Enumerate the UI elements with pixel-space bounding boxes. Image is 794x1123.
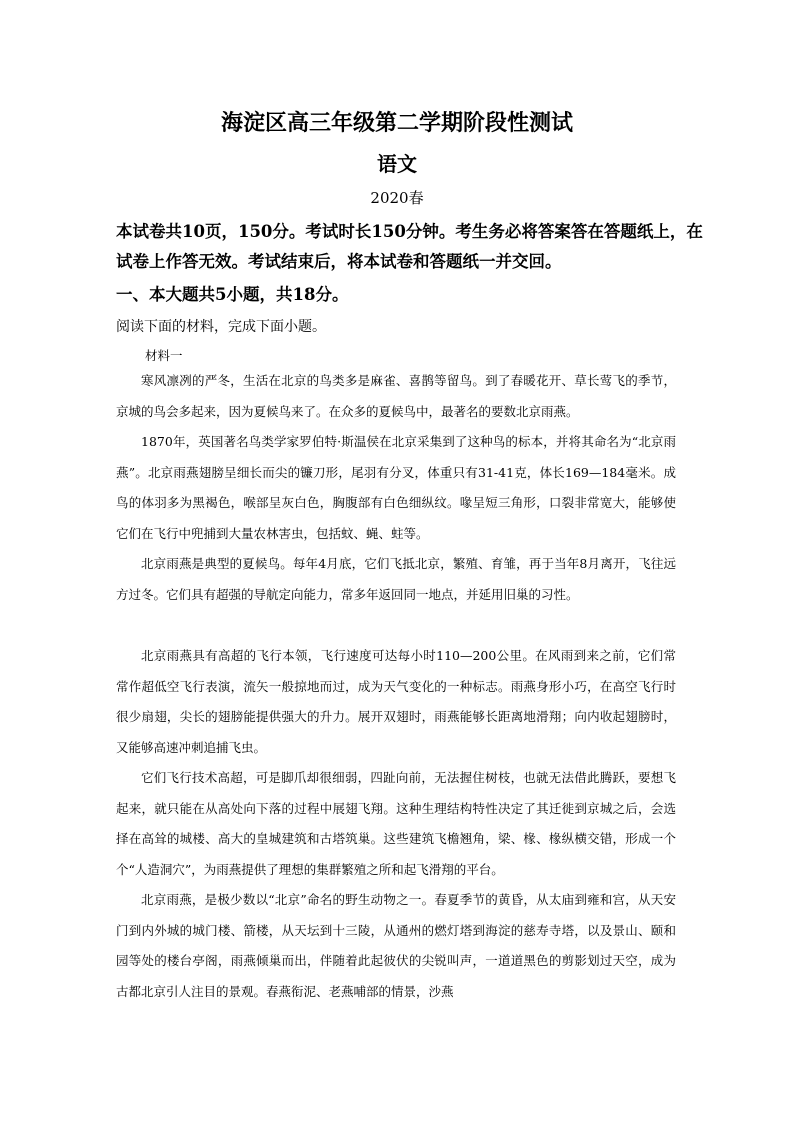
material-label: 材料一 bbox=[145, 348, 183, 363]
reading-prompt: 阅读下面的材料，完成下面小题。 bbox=[116, 319, 326, 335]
section-heading: 一、本大题共5小题，共18分。 bbox=[116, 285, 349, 304]
paragraph-4: 北京雨燕具有高超的飞行本领，飞行速度可达每小时110—200公里。在风雨到来之前，它们常常作超低空飞行表演，流矢一般掠地而过，成为天气变化的一种标志。雨燕身形小巧，在高空飞行时很少扇翅，尖长的翅膀能提供强大的升力。展开双翅时，雨燕能够长距离地滑翔；向内收起翅膀时，又能够高速冲刺追捕飞虫。 bbox=[116, 648, 676, 755]
paragraph-5: 它们飞行技术高超，可是脚爪却很细弱，四趾向前，无法握住树枝，也就无法借此腾跃，要想飞起来，就只能在从高处向下落的过程中展翅飞翔。这种生理结构特性决定了其迁徙到京城之后，会选择在高耸的城楼、高大的皇城建筑和古塔筑巢。这些建筑飞檐翘角，梁、椽、椽纵横交错，形成一个个“人造洞穴”，为雨燕提供了理想的集群繁殖之所和起飞滑翔的平台。 bbox=[116, 770, 676, 877]
paragraph-3: 北京雨燕是典型的夏候鸟。每年4月底，它们飞抵北京，繁殖、育雏，再于当年8月离开，飞往远方过冬。它们具有超强的导航定向能力，常多年返回同一地点，并延用旧巢的习性。 bbox=[116, 556, 676, 602]
instruction-line-2: 试卷上作答无效。考试结束后，将本试卷和答题纸一并交回。 bbox=[116, 252, 562, 271]
exam-title: 海淀区高三年级第二学期阶段性测试 bbox=[220, 110, 573, 136]
paragraph-6: 北京雨燕，是极少数以“北京”命名的野生动物之一。春夏季节的黄昏，从太庙到雍和宫，从天安门到内外城的城门楼、箭楼，从天坛到十三陵，从通州的燃灯塔到海淀的慈寿寺塔，以及景山、颐和园等处的楼台亭阁，雨燕倾巢而出，伴随着此起彼伏的尖锐叫声，一道道黑色的剪影划过天空，成为古都北京引人注目的景观。春燕衔泥、老燕哺部的情景，沙燕 bbox=[116, 892, 676, 999]
subject-title: 语文 bbox=[377, 152, 417, 176]
paragraph-2: 1870年，英国著名鸟类学家罗伯特·斯温侯在北京采集到了这种鸟的标本，并将其命名为“北京雨燕”。北京雨燕翅膀呈细长而尖的镰刀形，尾羽有分叉，体重只有31-41克，体长169—184毫米。成鸟的体羽多为黑褐色，喉部呈灰白色，胸腹部有白色细纵纹。喙呈短三角形，口裂非常宽大，能够使它们在飞行中兜捕到大量农林害虫，包括蚊、蝇、蛀等。 bbox=[116, 434, 676, 541]
paragraph-1: 寒风凛冽的严冬，生活在北京的鸟类多是麻雀、喜鹊等留鸟。到了春暖花开、草长莺飞的季节，京城的鸟会多起来，因为夏候鸟来了。在众多的夏候鸟中，最著名的要数北京雨燕。 bbox=[116, 373, 676, 419]
exam-term: 2020春 bbox=[370, 189, 424, 207]
instruction-line-1: 本试卷共10页，150分。考试时长150分钟。考生务必将答案答在答题纸上，在 bbox=[116, 222, 703, 241]
